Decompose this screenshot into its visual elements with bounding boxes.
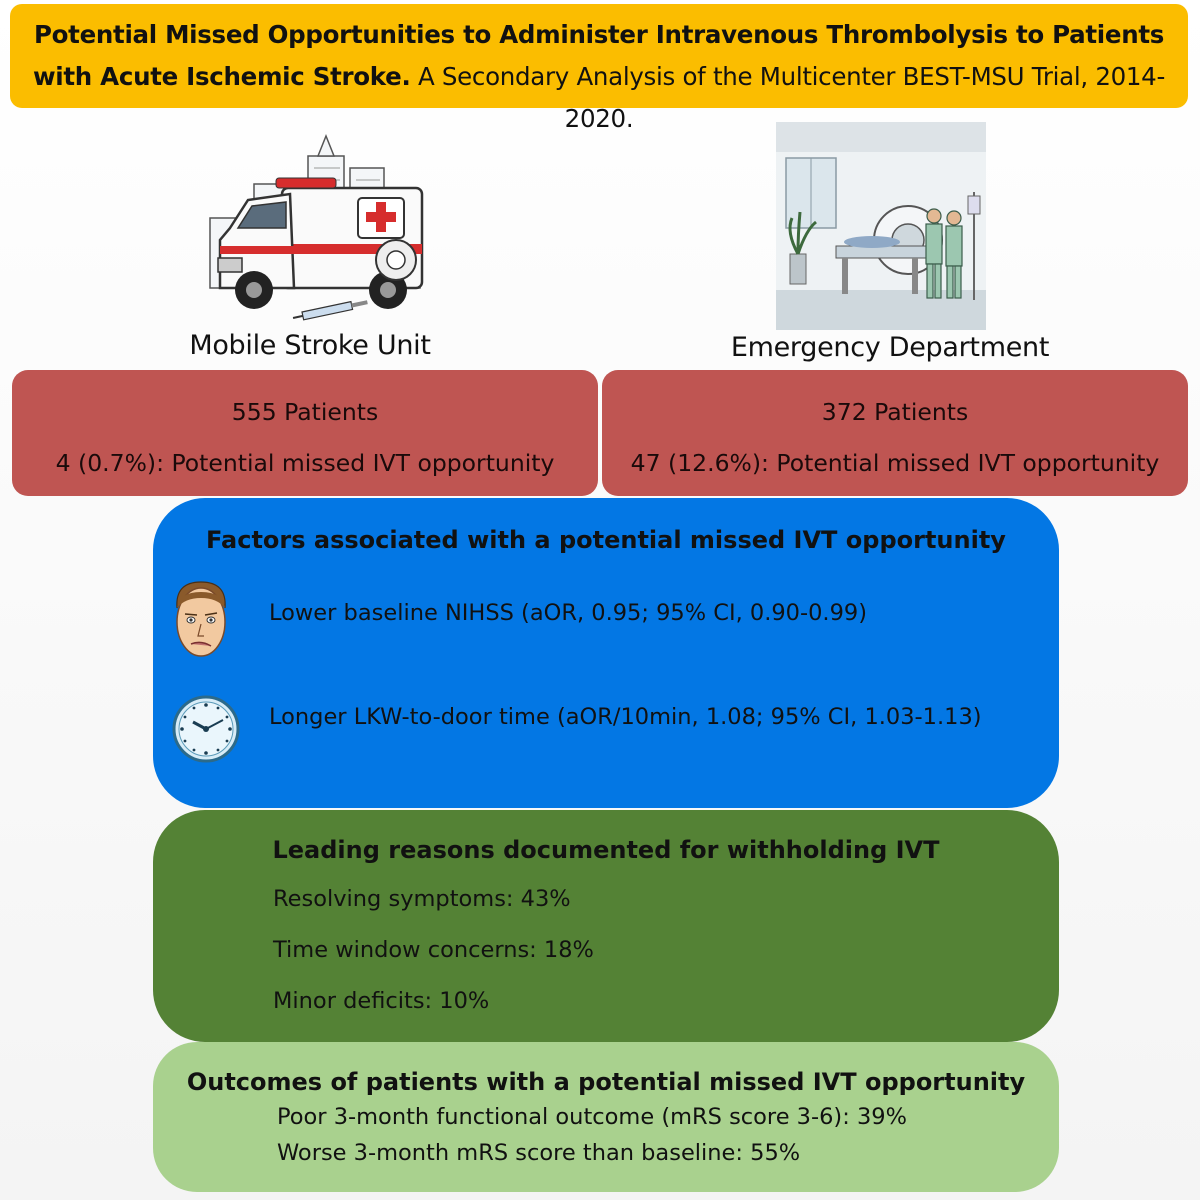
- ambulance-illustration: [190, 128, 450, 328]
- title-rest: A Secondary Analysis of the Multicenter BEST-MSU Trial, 2014-2020.: [410, 62, 1166, 133]
- outcome-item: Poor 3-month functional outcome (mRS score 3-6): 39%: [277, 1104, 907, 1130]
- factors-heading: Factors associated with a potential missed IVT opportunity: [206, 526, 1006, 554]
- ed-patient-count: 372 Patients: [821, 398, 969, 426]
- reasons-panel: [153, 810, 1059, 1042]
- msu-patient-count: 555 Patients: [231, 398, 379, 426]
- reason-item: Resolving symptoms: 43%: [273, 886, 571, 912]
- face-icon: [167, 578, 235, 668]
- reason-item: Time window concerns: 18%: [273, 937, 594, 963]
- title-banner: [10, 4, 1188, 133]
- ed-caption: Emergency Department: [730, 332, 1050, 363]
- msu-missed-ivt: 4 (0.7%): Potential missed IVT opportunity: [55, 449, 555, 477]
- reason-item: Minor deficits: 10%: [273, 988, 490, 1014]
- outcome-item: Worse 3-month mRS score than baseline: 55%: [277, 1140, 801, 1166]
- emergency-room-illustration: [776, 122, 986, 330]
- msu-caption: Mobile Stroke Unit: [189, 330, 431, 361]
- ed-stats-box: [602, 370, 1188, 496]
- factors-panel: [153, 498, 1059, 808]
- outcomes-panel: [153, 1042, 1059, 1192]
- clock-icon: [171, 694, 241, 764]
- factor-nihss: Lower baseline NIHSS (aOR, 0.95; 95% CI, 0.90-0.99): [269, 600, 867, 626]
- msu-stats-box: [12, 370, 598, 496]
- reasons-heading: Leading reasons documented for withholding IVT: [272, 836, 940, 864]
- factor-lkw-time: Longer LKW-to-door time (aOR/10min, 1.08; 95% CI, 1.03-1.13): [269, 704, 982, 730]
- ed-missed-ivt: 47 (12.6%): Potential missed IVT opportunity: [630, 449, 1160, 477]
- title-bold: Potential Missed Opportunities to Administer Intravenous Thrombolysis to Patients with Acute Ischemic Stroke.: [32, 20, 1165, 91]
- outcomes-heading: Outcomes of patients with a potential missed IVT opportunity: [186, 1068, 1026, 1096]
